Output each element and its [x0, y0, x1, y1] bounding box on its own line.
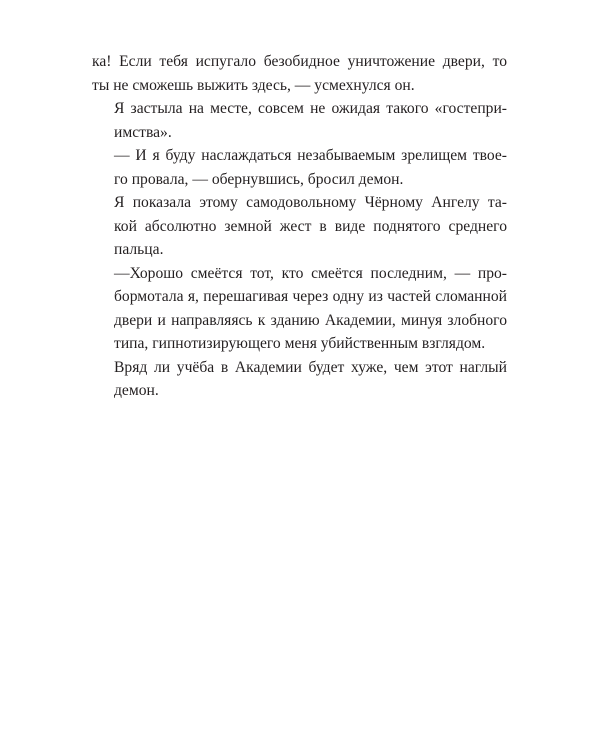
paragraph-5 [92, 262, 507, 356]
text-line: ты не сможешь выжить здесь, — усмехнулся он. [92, 76, 415, 94]
paragraph-4 [92, 191, 507, 262]
text-line: ка! Если тебя испугало безобидное уничтожение двери, то [92, 53, 507, 70]
page-text [92, 50, 507, 403]
paragraph-2 [92, 97, 507, 144]
text-line: го провала, — обернувшись, бросил демон. [114, 170, 404, 188]
paragraph-1 [92, 50, 507, 97]
paragraph-3 [92, 144, 507, 191]
text-line: двери и направляясь к зданию Академии, минуя злобного [114, 311, 507, 329]
text-line: Вряд ли учёба в Академии будет хуже, чем этот наглый [114, 358, 507, 376]
text-line: кой абсолютно земной жест в виде поднятого среднего [114, 217, 507, 235]
text-line: типа, гипнотизирующего меня убийственным взглядом. [114, 335, 486, 352]
text-line: бормотала я, перешагивая через одну из частей сломанной [114, 288, 507, 305]
paragraph-6 [92, 356, 507, 403]
text-line: имства». [114, 123, 172, 141]
text-line: пальца. [114, 241, 164, 258]
text-line: Я застыла на месте, совсем не ожидая такого «гостепри- [114, 100, 507, 117]
text-line: — И я буду наслаждаться незабываемым зрелищем твое- [114, 147, 507, 164]
text-line: Я показала этому самодовольному Чёрному Ангелу та- [114, 194, 507, 211]
text-line: демон. [114, 382, 159, 399]
text-line: —Хорошо смеётся тот, кто смеётся последним, — про- [114, 264, 507, 282]
